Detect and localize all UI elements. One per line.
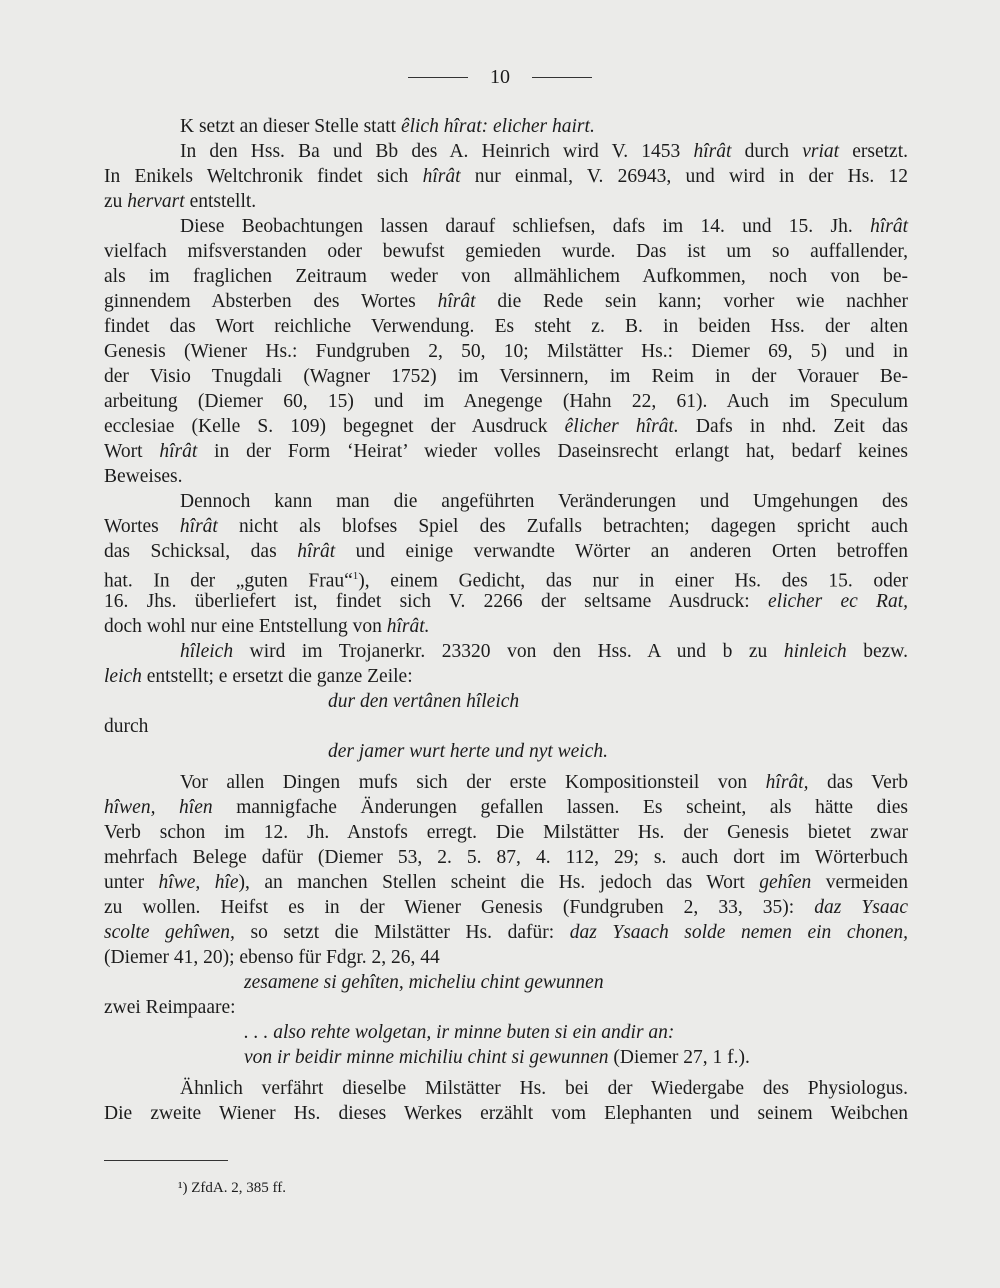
text-line: mehrfach Belege dafür (Diemer 53, 2. 5. 87, 4. 112, 29; s. auch dort im Wörterbuch: [104, 847, 908, 868]
text-line: In Enikels Weltchronik findet sich hîrât nur einmal, V. 26943, und wird in der Hs. 12: [104, 166, 908, 187]
text-line: Genesis (Wiener Hs.: Fundgruben 2, 50, 10; Milstätter Hs.: Diemer 69, 5) und in: [104, 341, 908, 362]
header-rule-left: [408, 77, 468, 78]
text-line: hîwen, hîen mannigfache Änderungen gefallen lassen. Es scheint, als hätte dies: [104, 797, 908, 818]
footnote-rule: [104, 1160, 228, 1161]
text-line: Ähnlich verfährt dieselbe Milstätter Hs. bei der Wiedergabe des Physiologus.: [180, 1078, 908, 1099]
text-line: Verb schon im 12. Jh. Anstofs erregt. Die Milstätter Hs. der Genesis bietet zwar: [104, 822, 908, 843]
text-line: das Schicksal, das hîrât und einige verwandte Wörter an anderen Orten betroffen: [104, 541, 908, 562]
text-line: Wortes hîrât nicht als blofses Spiel des Zufalls betrachten; dagegen spricht auch: [104, 516, 908, 537]
text-line: In den Hss. Ba und Bb des A. Heinrich wird V. 1453 hîrât durch vriat ersetzt.: [180, 141, 908, 162]
text-line: (Diemer 41, 20); ebenso für Fdgr. 2, 26, 44: [104, 947, 440, 968]
text-line: ecclesiae (Kelle S. 109) begegnet der Ausdruck êlicher hîrât. Dafs in nhd. Zeit das: [104, 416, 908, 437]
text-line: hat. In der „guten Frau“$^1$), einem Gedicht, das nur in einer Hs. des 15. oder: [104, 570, 908, 592]
text-line: findet das Wort reichliche Verwendung. Es steht z. B. in beiden Hss. der alten: [104, 316, 908, 337]
text-line: arbeitung (Diemer 60, 15) und im Anegenge (Hahn 22, 61). Auch im Speculum: [104, 391, 908, 412]
page-header: [0, 66, 1000, 89]
text-line: dur den vertânen hîleich: [328, 691, 520, 712]
body-text: [104, 114, 908, 1126]
text-line: der jamer wurt herte und nyt weich.: [328, 741, 608, 762]
text-line: als im fraglichen Zeitraum weder von allmählichem Aufkommen, noch von be-: [104, 266, 908, 287]
footnote: ¹) ZfdA. 2, 385 ff.: [178, 1180, 286, 1196]
text-line: zesamene si gehîten, micheliu chint gewunnen: [244, 972, 604, 993]
text-line: zwei Reimpaare:: [104, 997, 236, 1018]
header-rule-right: [532, 77, 592, 78]
text-line: zu wollen. Heifst es in der Wiener Genesis (Fundgruben 2, 33, 35): daz Ysaac: [104, 897, 908, 918]
text-line: zu hervart entstellt.: [104, 191, 257, 212]
text-line: hîleich wird im Trojanerkr. 23320 von den Hss. A und b zu hinleich bezw.: [180, 641, 908, 662]
text-line: Dennoch kann man die angeführten Veränderungen und Umgehungen des: [180, 491, 908, 512]
text-line: Vor allen Dingen mufs sich der erste Kompositionsteil von hîrât, das Verb: [180, 772, 909, 793]
text-line: leich entstellt; e ersetzt die ganze Zeile:: [104, 666, 413, 687]
text-line: Wort hîrât in der Form ‘Heirat’ wieder volles Daseinsrecht erlangt hat, bedarf keines: [104, 441, 908, 462]
text-line: Beweises.: [104, 466, 183, 487]
text-line: vielfach mifsverstanden oder bewufst gemieden wurde. Das ist um so auffallender,: [104, 241, 908, 262]
text-line: Die zweite Wiener Hs. dieses Werkes erzählt vom Elephanten und seinem Weibchen: [104, 1103, 908, 1124]
text-line: K setzt an dieser Stelle statt êlich hîrat: elicher hairt.: [180, 116, 595, 137]
text-line: ginnendem Absterben des Wortes hîrât die Rede sein kann; vorher wie nachher: [104, 291, 908, 312]
text-line: durch: [104, 716, 149, 737]
text-line: doch wohl nur eine Entstellung von hîrât.: [104, 616, 430, 637]
text-line: 16. Jhs. überliefert ist, findet sich V. 2266 der seltsame Ausdruck: elicher ec Rat,: [104, 591, 908, 612]
text-line: scolte gehîwen, so setzt die Milstätter Hs. dafür: daz Ysaach solde nemen ein chonen,: [104, 922, 909, 943]
text-line: der Visio Tnugdali (Wagner 1752) im Versinnern, im Reim in der Vorauer Be-: [104, 366, 908, 387]
text-line: Diese Beobachtungen lassen darauf schliefsen, dafs im 14. und 15. Jh. hîrât: [180, 216, 908, 237]
text-line: . . . also rehte wolgetan, ir minne buten si ein andir an:: [244, 1022, 675, 1043]
text-line: von ir beidir minne michiliu chint si gewunnen (Diemer 27, 1 f.).: [244, 1047, 750, 1068]
page-number: 10: [490, 66, 510, 88]
text-line: unter hîwe, hîe), an manchen Stellen scheint die Hs. jedoch das Wort gehîen vermeiden: [104, 872, 909, 893]
